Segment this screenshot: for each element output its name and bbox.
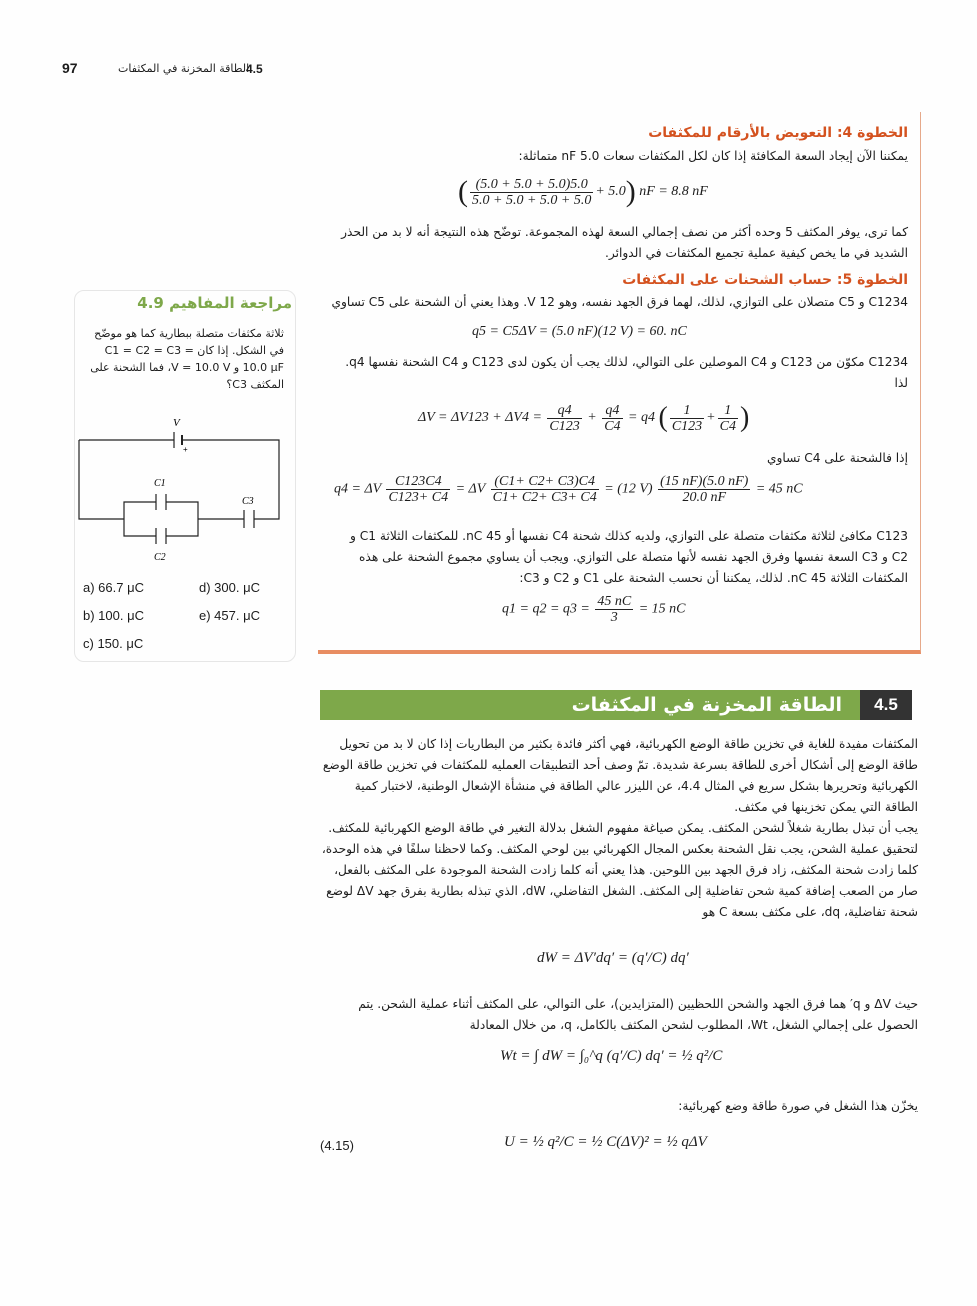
step5-paragraph-2: C1234 مكوّن من C123 و C4 الموصلين على التوالي، لذلك يجب أن يكون لدى C123 و C4 الشحنة نفسها q4. لذا	[345, 355, 908, 390]
eq-dv-g2-den: C4	[719, 418, 736, 434]
eq-dv-f2-num: q4	[602, 403, 622, 419]
eq-q123-lhs: q1 = q2 = q3 =	[502, 601, 590, 617]
option-a[interactable]: a) 66.7 μC	[83, 580, 144, 595]
equation-number: (4.15)	[320, 1138, 354, 1153]
circuit-label-plus: +	[183, 445, 188, 454]
eq-q4-f3-num: (15 nF)(5.0 nF)	[660, 474, 749, 489]
circuit-label-c3: C3	[242, 496, 254, 507]
circuit-diagram	[74, 414, 296, 574]
eq-dv-g1-num: 1	[670, 403, 704, 419]
eq-dv-mid: = q4	[628, 410, 655, 426]
section-paragraph-3: حيث ΔV و q′ هما فرق الجهد والشحن اللحظيين (المتزايدين)، على التوالي، على المكثف أثناء عملية الشحن. يتم الحصول على إجمالي الشغل، Wt، المطلوب لشحن المكثف بالكامل، q، من خلال المعادلة	[358, 997, 918, 1032]
option-d[interactable]: d) 300. μC	[199, 580, 260, 595]
option-c[interactable]: c) 150. μC	[83, 636, 144, 651]
step4-intro: يمكننا الآن إيجاد السعة المكافئة إذا كان لكل المكثفات سعات 5.0 nF متماثلة:	[518, 149, 908, 163]
eq-dv-g2-num: 1	[718, 403, 738, 419]
step5-paragraph-3: إذا فالشحنة على C4 تساوي	[766, 451, 908, 465]
eq-dv-lhs: ΔV = ΔV123 + ΔV4 =	[418, 410, 542, 426]
circuit-label-c2: C2	[154, 552, 166, 563]
eq-q4-lhs: q4 = ΔV	[334, 481, 381, 497]
eq-q123-den: 3	[610, 610, 618, 625]
concept-check-question: ثلاثة مكثفات متصلة ببطارية كما هو موضّح في الشكل. إذا كان C1 = C2 = C3 = 10.0 μF و V = 10.0 V، فما الشحنة على المكثف C3؟	[90, 327, 284, 391]
eq-q4-f1-den: C123+ C4	[388, 490, 449, 505]
equation-q5: q5 = C5ΔV = (5.0 nF)(12 V) = 60. nC	[472, 324, 687, 339]
section-paragraph-1: المكثفات مفيدة للغاية في تخزين طاقة الوضع الكهربائية، فهي أكثر فائدة بكثير من البطاريات إذا كان لا بد من تحويل طاقة الوضع إلى أشكال أخرى للطاقة بسرعة شديدة. تمّ وصف أحد التطبيقات العمليه للمكثفات في تخزين طاقة الوضع الكهربائية وتحريرها بشكل سريع في المثال 4.4، عن الليزر عالي الطاقة في منشأة الإشعال الوطنية، لاختبار كمية الطاقة التي يمكن تخزينها في مكثف.	[322, 737, 918, 814]
eq-q123-result: = 15 nC	[638, 601, 686, 617]
equation-dw: dW = ΔV′dq′ = (q′/C) dq′	[537, 950, 689, 966]
step4-eq-result: nF = 8.8 nF	[639, 184, 708, 200]
equation-delta-v: ΔV = ΔV123 + ΔV4 = $\frac{q4}{C123}$ + $\frac{q4}{C4}$ = q4 ( $\frac{1}{C123}$ + $\frac{1}{C4}$ )	[418, 402, 750, 434]
eq-dv-f2-den: C4	[604, 418, 621, 434]
concept-check-title: مراجعة المفاهيم 4.9	[137, 294, 292, 312]
eq-q4-f2-den: C1+ C2+ C3+ C4	[492, 490, 597, 505]
equation-q4: q4 = ΔV $\frac{C123C4}{C123+ C4}$ = ΔV $\frac{(C1+ C2+ C3)C4}{C1+ C2+ C3+ C4}$ = (12 V) $\frac{(15 nF)(5.0 nF)}{20.0 nF}$ = 45 nC	[334, 474, 803, 505]
step4-title: الخطوة 4: التعويض بالأرقام للمكثفات	[648, 125, 908, 141]
circuit-label-v: V	[173, 417, 180, 429]
step4-note: كما ترى، يوفر المكثف 5 وحده أكثر من نصف إجمالي السعة لهذه المجموعة. توضّح هذه النتيجة أنه لا بد من الحذر الشديد في ما يخص كيفية عملية تجميع المكثفات في الدوائر.	[341, 225, 908, 260]
section-paragraph-4: يخزّن هذا الشغل في صورة طاقة وضع كهربائية:	[678, 1099, 918, 1113]
section-paragraph-2: يجب أن تبذل بطارية شغلاً لشحن المكثف. يمكن صياغة مفهوم الشغل بدلالة التغير في طاقة الوضع الكهربائية للمكثف. لتحقيق عملية الشحن، يجب نقل الشحنة بعكس المجال الكهربائي بين لوحي المكثف. وكما لاحظنا سلفًا في هذه الوحدة، كلما زادت شحنة المكثف، زاد فرق الجهد بين اللوحين. هذا يعني أنه كلما زادت الشحنة الموجودة على المكثف بالفعل، صار من الصعب إضافة كمية شحن تفاضلية إلى المكثف. الشغل التفاضلي، dW، الذي تبذله بطارية بفرق جهد ΔV لوضع شحنة تفاضلية، dq، على مكثف بسعة C هو	[321, 821, 918, 919]
eq-q4-mid: = (12 V)	[604, 481, 653, 497]
step5-paragraph-4: C123 مكافئ لثلاثة مكثفات متصلة على التوازي، ولديه كذلك شحنة C4 نفسها أو 45 nC. للمكثفات الثلاثة C1 و C2 و C3 السعة نفسها وفرق الجهد نفسه لأنها متصلة على التوازي. ويجب أن يساوي مجموع الشحنة على هذه المكثفات الثلاثة 45 nC. لذلك، يمكننا أن نحسب الشحنة على C1 و C2 و C3:	[350, 529, 908, 585]
header-section-title: الطاقة المخزنة في المكثفات	[118, 62, 250, 75]
step4-eq-plus: + 5.0	[595, 184, 626, 200]
eq-q4-f3-den: 20.0 nF	[682, 490, 726, 505]
section-banner-title: الطاقة المخزنة في المكثفات	[571, 694, 842, 716]
eq-q4-f2-num: (C1+ C2+ C3)C4	[491, 474, 599, 490]
eq-dv-g1-den: C123	[671, 418, 703, 434]
eq-q4-result: = 45 nC	[755, 481, 803, 497]
equation-q123	[502, 594, 685, 625]
eq-dv-f1-den: C123	[549, 418, 580, 434]
option-e[interactable]: e) 457. μC	[199, 608, 260, 623]
step4-eq-numerator: (5.0 + 5.0 + 5.0)5.0	[470, 177, 593, 193]
header-section-number: 4.5	[246, 62, 263, 76]
step4-equation: ( $\frac{(5.0 + 5.0 + 5.0)5.0}{5.0 + 5.0 + 5.0 + 5.0}$ + 5.0) nF = 8.8 nF	[458, 175, 708, 208]
option-b[interactable]: b) 100. μC	[83, 608, 144, 623]
eq-dv-f1-num: q4	[547, 403, 581, 419]
step5-title: الخطوة 5: حساب الشحنات على المكثفات	[622, 272, 908, 288]
eq-q4-f1-num: C123C4	[386, 474, 450, 490]
step5-paragraph-1: C1234 و C5 متصلان على التوازي، لذلك، لهما فرق الجهد نفسه، وهو 12 V. وهذا يعني أن الشحنة على C5 تساوي	[331, 295, 908, 309]
step4-eq-denominator: 5.0 + 5.0 + 5.0 + 5.0	[472, 192, 592, 208]
circuit-label-c1: C1	[154, 478, 166, 489]
page-number: 97	[62, 60, 78, 76]
section-number: 4.5	[874, 695, 898, 714]
eq-q123-num: 45 nC	[597, 594, 632, 609]
equation-u: U = ½ q²/C = ½ C(ΔV)² = ½ qΔV	[504, 1134, 707, 1150]
equation-wt: Wt = ∫ dW = ∫₀^q (q′/C) dq′ = ½ q²/C	[500, 1048, 723, 1064]
